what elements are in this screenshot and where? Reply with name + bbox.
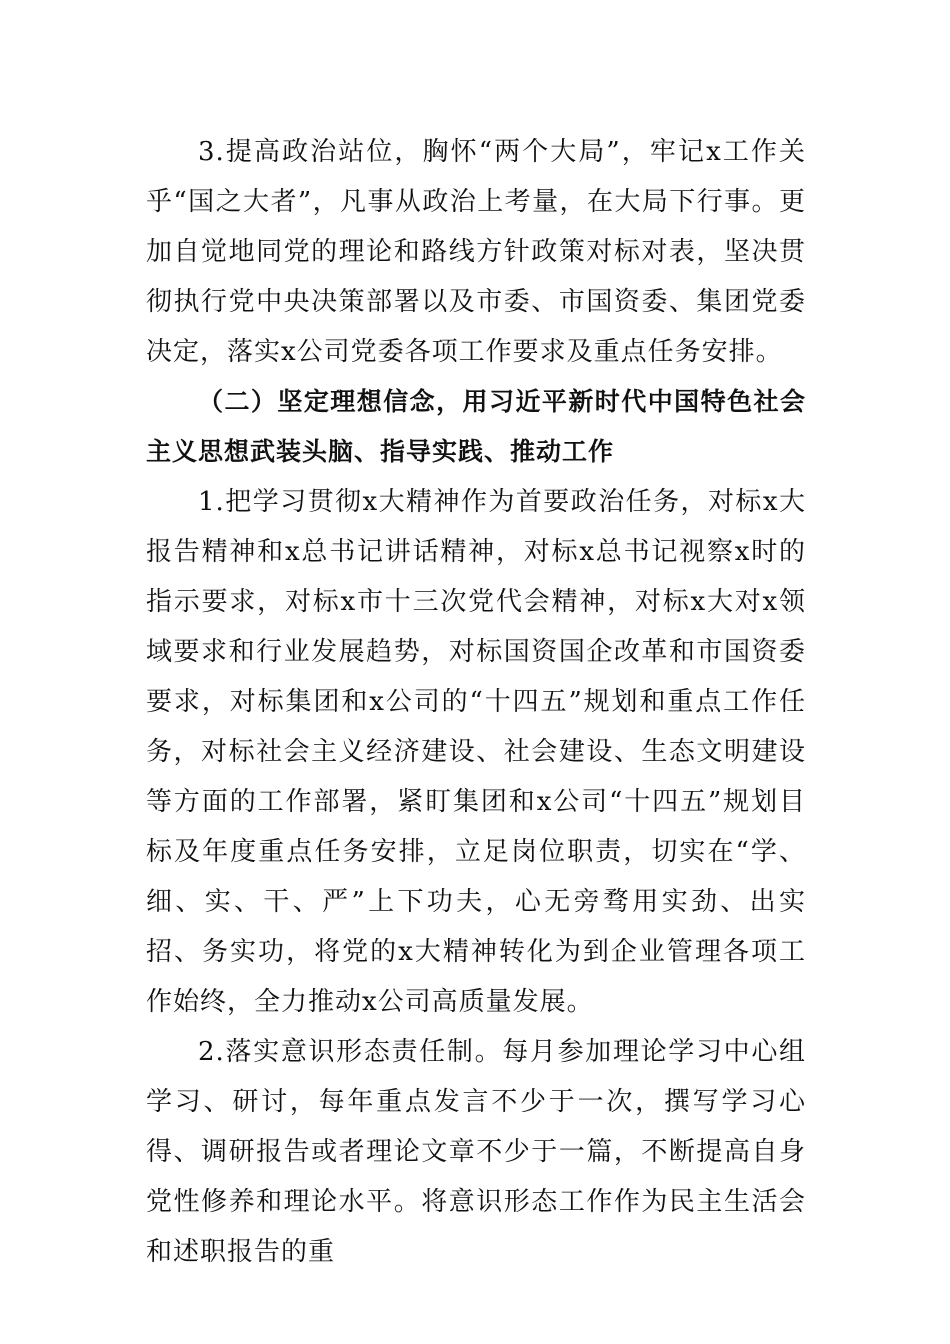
- document-body: [146, 127, 806, 1277]
- paragraph-item-1: 1.把学习贯彻x大精神作为首要政治任务，对标x大报告精神和x总书记讲话精神，对标x总书记视察x时的指示要求，对标x市十三次党代会精神，对标x大对x领域要求和行业发展趋势，对标国资国企改革和市国资委要求，对标集团和x公司的“十四五”规划和重点工作任务，对标社会主义经济建设、社会建设、生态文明建设等方面的工作部署，紧盯集团和x公司“十四五”规划目标及年度重点任务安排，立足岗位职责，切实在“学、细、实、干、严”上下功夫，心无旁骛用实劲、出实招、务实功，将党的x大精神转化为到企业管理各项工作始终，全力推动x公司高质量发展。: [146, 487, 806, 1017]
- section-heading-2: （二）坚定理想信念，用习近平新时代中国特色社会主义思想武装头脑、指导实践、推动工作: [146, 387, 806, 466]
- paragraph-item-2: 2.落实意识形态责任制。每月参加理论学习中心组学习、研讨，每年重点发言不少于一次，撰写学习心得、调研报告或者理论文章不少于一篇，不断提高自身党性修养和理论水平。将意识形态工作作为民主生活会和述职报告的重: [146, 1037, 806, 1267]
- paragraph-item-3: 3.提高政治站位，胸怀“两个大局”，牢记x工作关乎“国之大者”，凡事从政治上考量，在大局下行事。更加自觉地同党的理论和路线方针政策对标对表，坚决贯彻执行党中央决策部署以及市委、市国资委、集团党委决定，落实x公司党委各项工作要求及重点任务安排。: [146, 137, 806, 367]
